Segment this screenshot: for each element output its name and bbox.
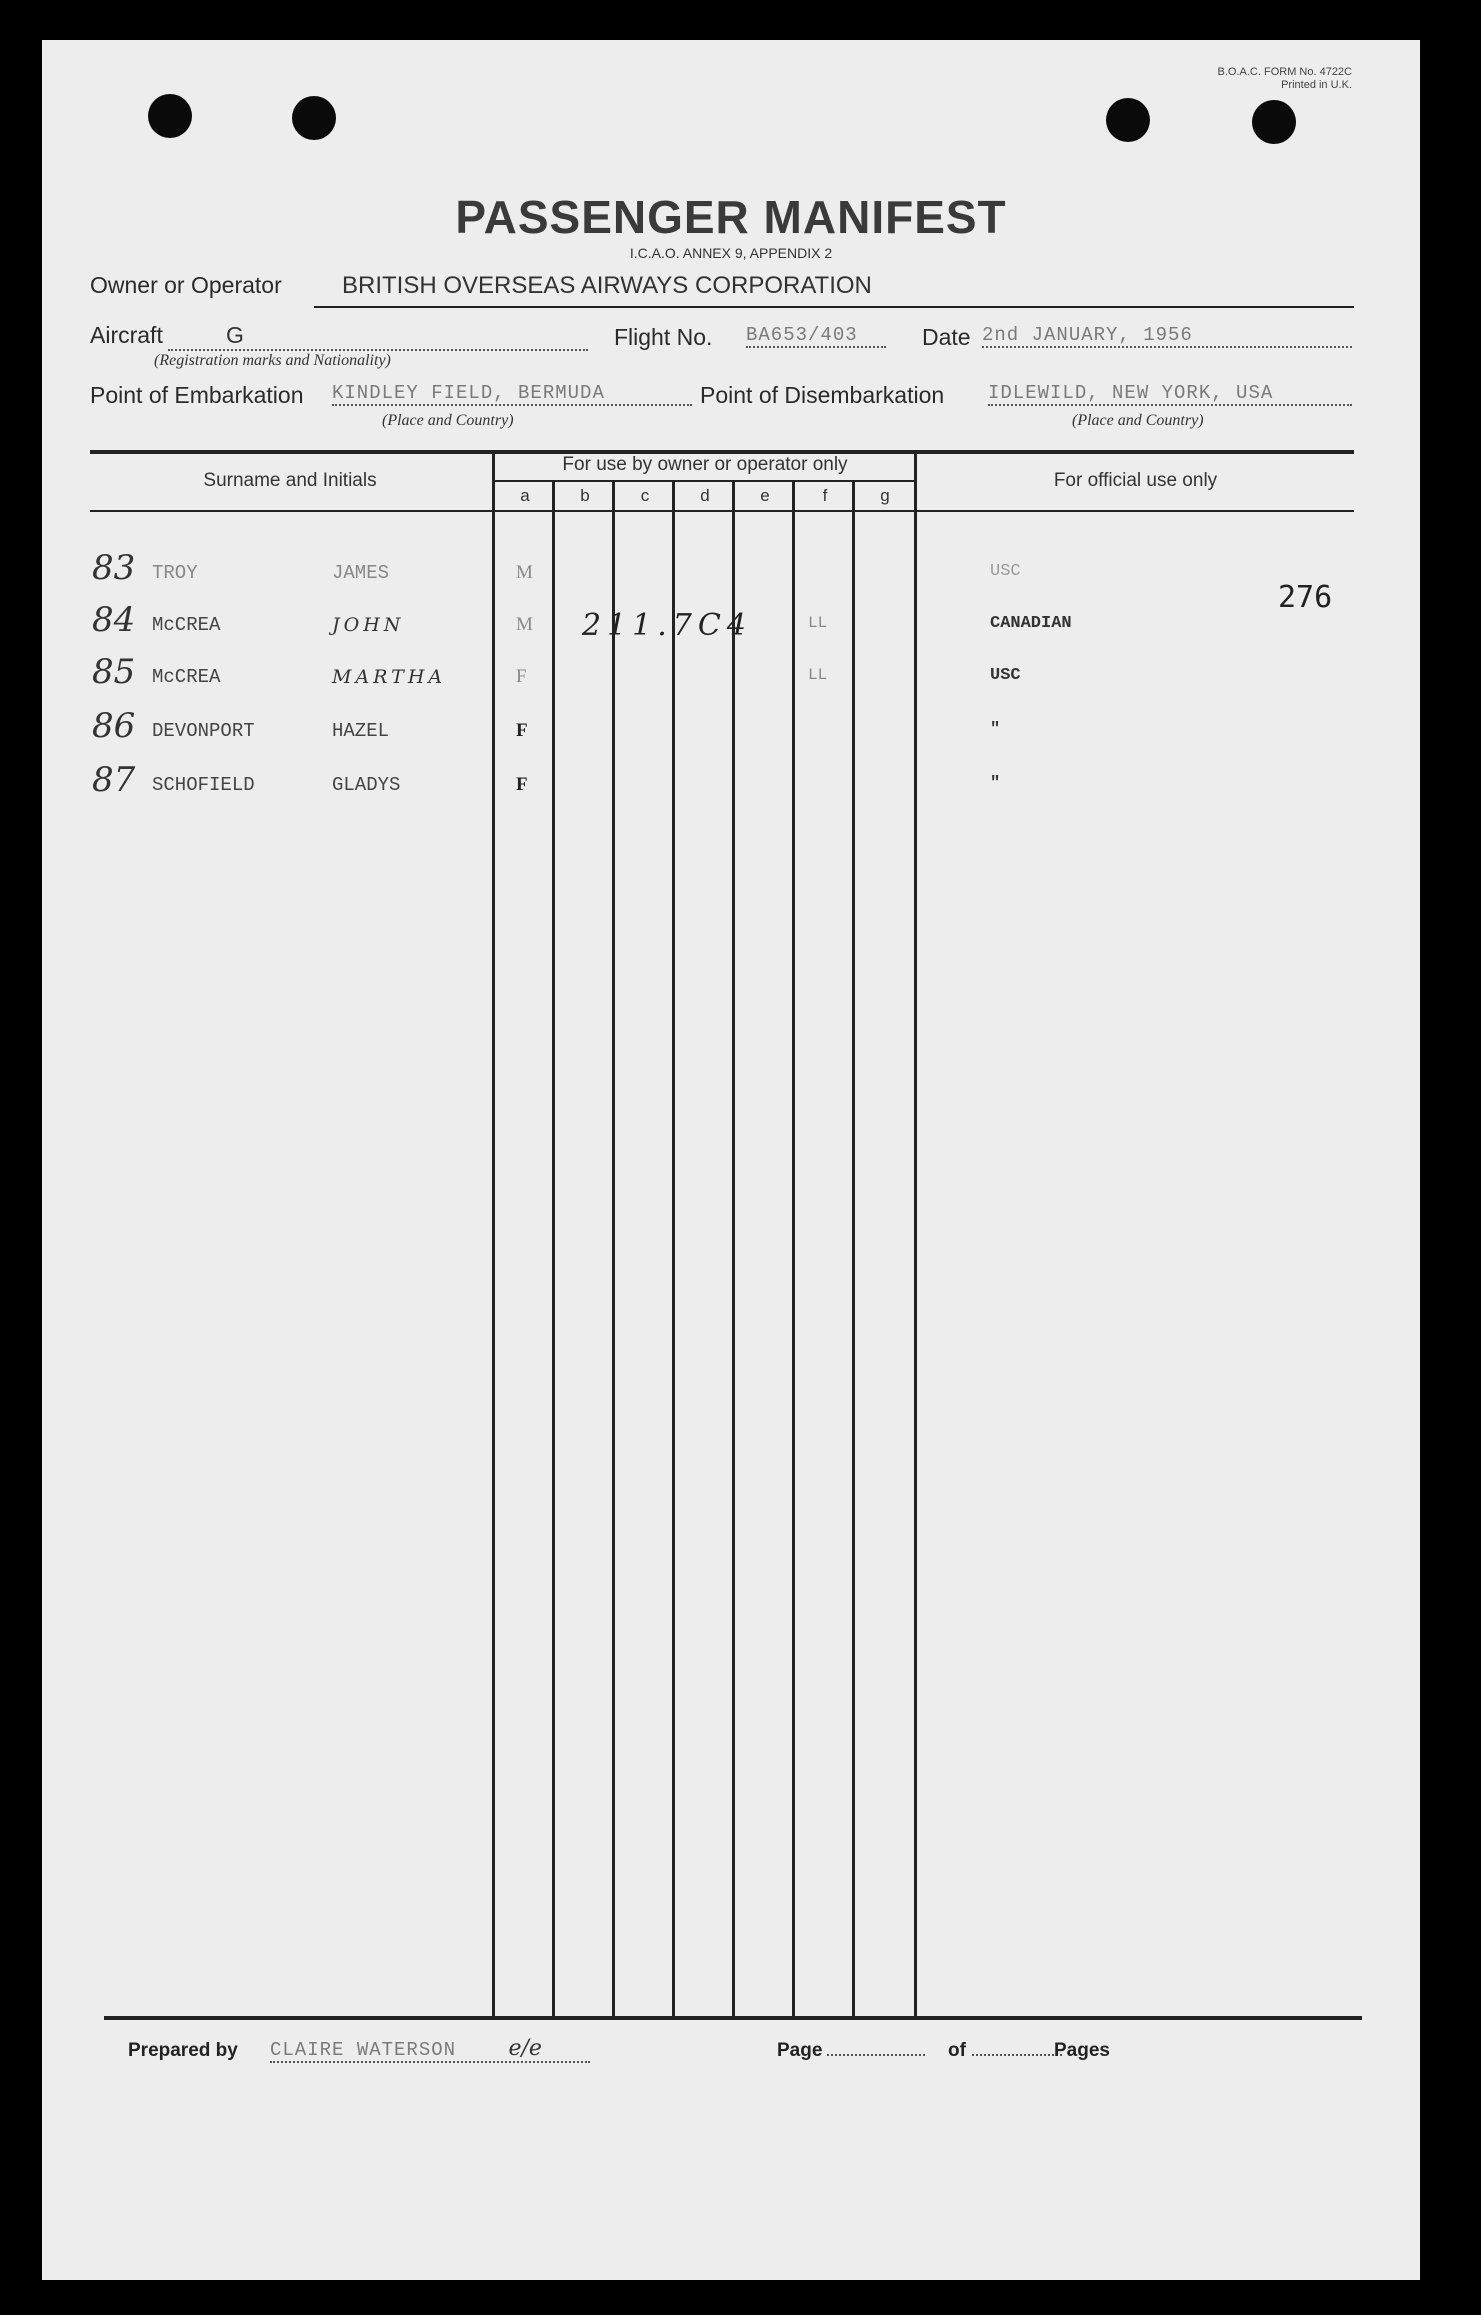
column-header-c: c: [640, 486, 650, 505]
row-col-f: LL: [808, 614, 828, 632]
row-number: 84: [92, 600, 136, 640]
row-official: ": [990, 720, 1001, 739]
page-title: PASSENGER MANIFEST: [455, 191, 1007, 243]
operator-header: For use by owner or operator only: [562, 454, 848, 475]
embarkation-value: KINDLEY FIELD, BERMUDA: [332, 382, 692, 406]
row-col-f: LL: [808, 666, 828, 684]
pages-field[interactable]: [972, 2054, 1062, 2056]
column-divider: [672, 480, 675, 2016]
row-surname: TROY: [152, 562, 198, 584]
page-label: Page: [777, 2040, 823, 2061]
flight-value: BA653/403: [746, 324, 886, 348]
row-surname: SCHOFIELD: [152, 774, 255, 796]
row-first-name: JAMES: [332, 562, 390, 584]
owner-value: BRITISH OVERSEAS AIRWAYS CORPORATION: [342, 272, 872, 299]
column-divider: [732, 480, 735, 2016]
embarkation-note: (Place and Country): [382, 412, 514, 429]
row-sex: F: [516, 720, 528, 741]
manifest-page: [42, 40, 1420, 2280]
row-sex: F: [516, 666, 527, 687]
stamp-number: 276: [1278, 580, 1333, 615]
surname-header: Surname and Initials: [203, 470, 377, 491]
row-official: CANADIAN: [990, 614, 1072, 633]
printed-text: Printed in U.K.: [1281, 79, 1352, 91]
column-header-e: e: [760, 486, 770, 505]
aircraft-value: [168, 322, 588, 351]
row-surname: DEVONPORT: [152, 720, 255, 742]
row-official: ": [990, 774, 1001, 793]
row-official: USC: [990, 666, 1021, 685]
row-handwritten-code: 211.7C4: [582, 608, 752, 643]
embarkation-label: Point of Embarkation: [90, 382, 304, 408]
aircraft-note: (Registration marks and Nationality): [154, 352, 391, 369]
prepared-initials: e/e: [508, 2036, 542, 2061]
date-value: 2nd JANUARY, 1956: [982, 324, 1352, 348]
column-header-b: b: [580, 486, 590, 505]
row-first-name: MARTHA: [332, 666, 447, 688]
column-divider: [612, 480, 615, 2016]
column-header-a: a: [520, 486, 530, 505]
column-header-g: g: [880, 486, 890, 505]
row-number: 83: [92, 548, 136, 588]
date-label: Date: [922, 324, 971, 350]
row-number: 85: [92, 652, 136, 692]
row-number: 86: [92, 706, 136, 746]
annex-reference: I.C.A.O. ANNEX 9, APPENDIX 2: [629, 245, 833, 261]
column-divider: [552, 480, 555, 2016]
flight-label: Flight No.: [614, 324, 713, 350]
punch-hole: [1252, 100, 1296, 144]
aircraft-label: Aircraft: [90, 322, 163, 348]
prepared-name: CLAIRE WATERSON: [270, 2039, 457, 2061]
prepared-label: Prepared by: [128, 2040, 238, 2061]
row-first-name: GLADYS: [332, 774, 401, 796]
disembarkation-note: (Place and Country): [1072, 412, 1204, 429]
column-header-d: d: [700, 486, 710, 505]
pages-label: Pages: [1054, 2040, 1110, 2061]
column-divider: [792, 480, 795, 2016]
row-sex: M: [516, 614, 533, 635]
official-header: For official use only: [1053, 470, 1218, 491]
column-header-f: f: [822, 486, 828, 505]
row-first-name: HAZEL: [332, 720, 390, 742]
column-divider: [492, 450, 495, 2016]
row-sex: F: [516, 774, 528, 795]
row-surname: McCREA: [152, 614, 221, 636]
owner-label: Owner or Operator: [90, 272, 282, 298]
disembarkation-label: Point of Disembarkation: [700, 382, 945, 408]
form-number: [1218, 66, 1352, 92]
punch-hole: [1106, 98, 1150, 142]
column-divider: [852, 480, 855, 2016]
punch-hole: [148, 94, 192, 138]
of-label: of: [948, 2040, 966, 2061]
footer-rule: [104, 2016, 1362, 2020]
punch-hole: [292, 96, 336, 140]
row-sex: M: [516, 562, 533, 583]
row-first-name: JOHN: [332, 614, 405, 636]
page-field[interactable]: [827, 2054, 925, 2056]
disembarkation-value: IDLEWILD, NEW YORK, USA: [988, 382, 1352, 406]
aircraft-value-text: G: [226, 322, 244, 348]
row-number: 87: [92, 760, 136, 800]
column-divider: [914, 450, 917, 2016]
row-official: USC: [990, 562, 1021, 581]
form-number-text: B.O.A.C. FORM No. 4722C: [1217, 66, 1352, 78]
row-surname: McCREA: [152, 666, 221, 688]
prepared-value: [270, 2036, 590, 2063]
